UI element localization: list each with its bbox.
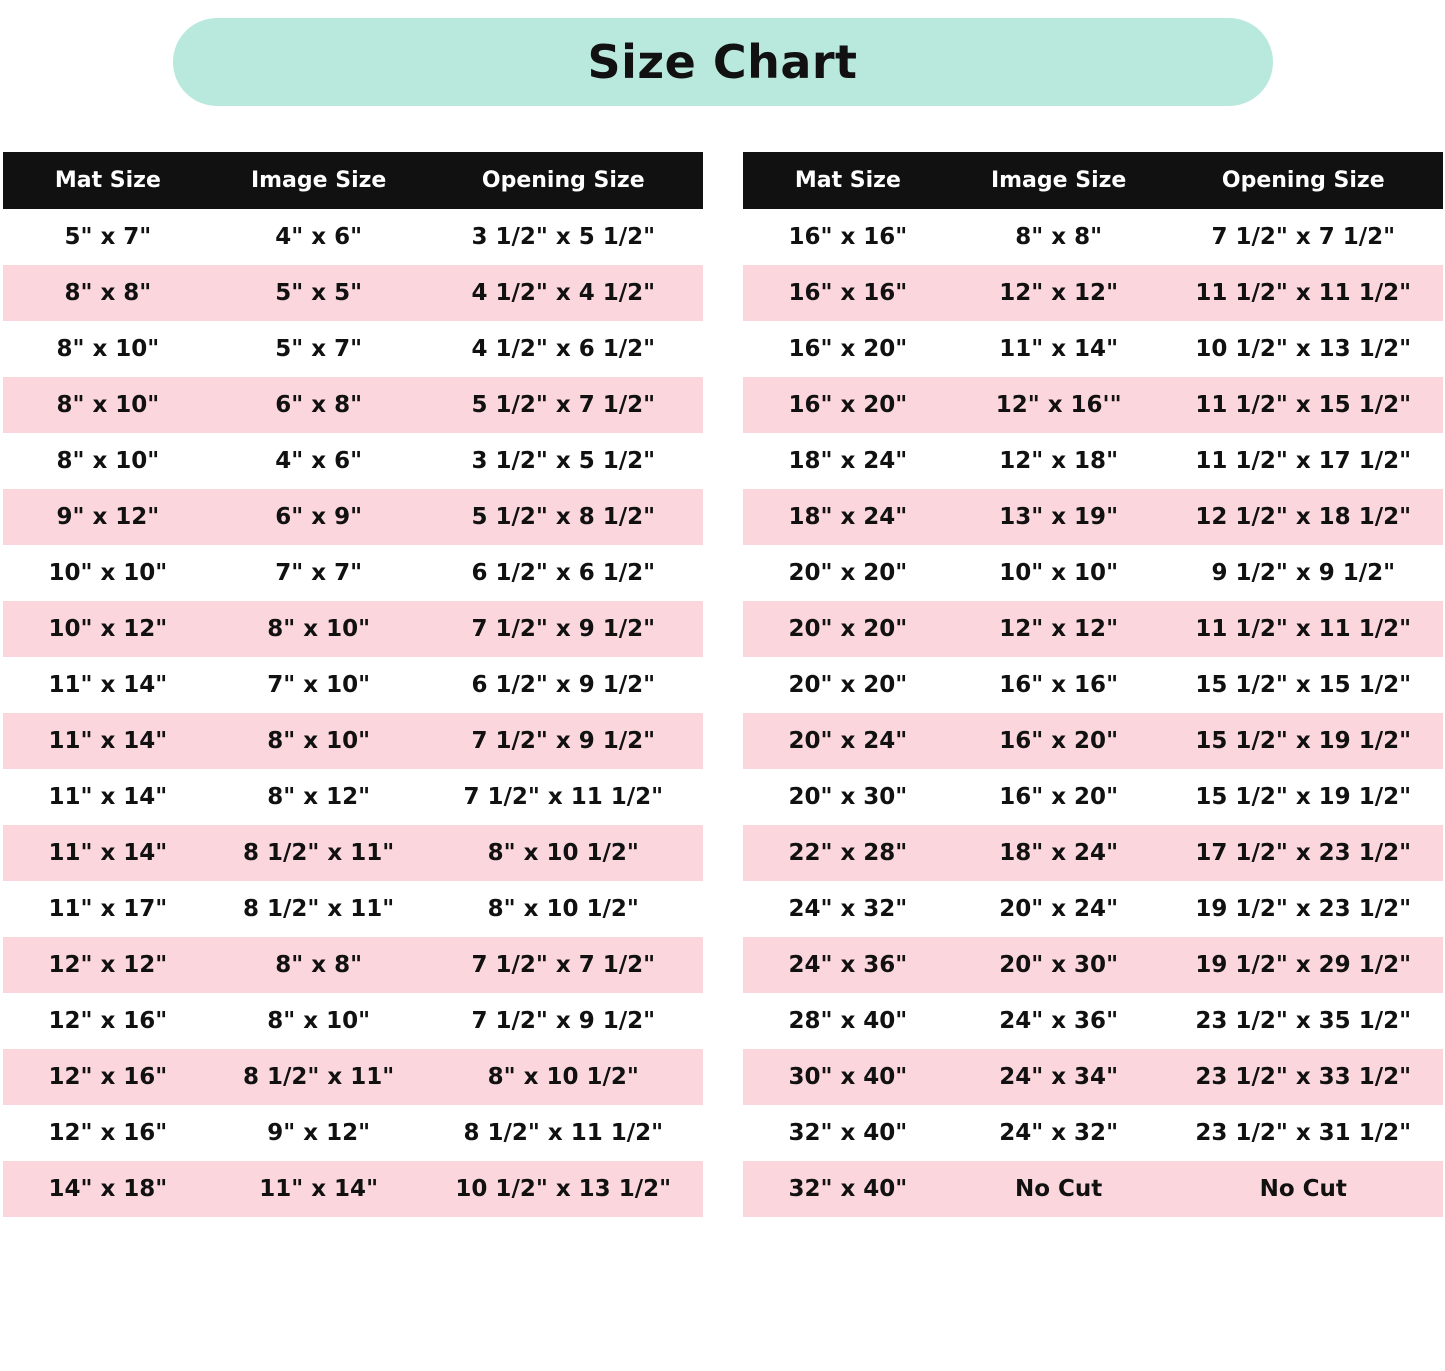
table-cell-image-size: 24" x 32" — [953, 1105, 1164, 1161]
table-cell-opening-size: 8 1/2" x 11 1/2" — [424, 1105, 702, 1161]
table-cell-opening-size: 4 1/2" x 4 1/2" — [424, 265, 702, 321]
table-cell-mat-size: 20" x 20" — [743, 601, 954, 657]
table-cell-image-size: 12" x 18" — [953, 433, 1164, 489]
table-cell-mat-size: 20" x 30" — [743, 769, 954, 825]
table-row — [743, 433, 1443, 489]
table-cell-opening-size: 15 1/2" x 19 1/2" — [1164, 769, 1442, 825]
table-cell-mat-size: 11" x 14" — [3, 825, 214, 881]
table-cell-mat-size: 10" x 12" — [3, 601, 214, 657]
table-cell-mat-size: 11" x 14" — [3, 769, 214, 825]
table-cell-mat-size: 24" x 36" — [743, 937, 954, 993]
table-cell-image-size: 8" x 8" — [953, 209, 1164, 265]
table-cell-mat-size: 8" x 8" — [3, 265, 214, 321]
table-cell-mat-size: 16" x 20" — [743, 377, 954, 433]
table-cell-opening-size: 10 1/2" x 13 1/2" — [1164, 321, 1442, 377]
table-row — [743, 1049, 1443, 1105]
table-cell-opening-size: 7 1/2" x 7 1/2" — [424, 937, 702, 993]
table-row — [743, 601, 1443, 657]
table-row — [3, 489, 703, 545]
table-cell-mat-size: 18" x 24" — [743, 489, 954, 545]
table-row — [743, 321, 1443, 377]
table-row — [3, 881, 703, 937]
table-header-left — [3, 152, 703, 209]
table-body-right — [743, 209, 1443, 1217]
table-row — [743, 769, 1443, 825]
table-row — [3, 937, 703, 993]
table-row — [3, 545, 703, 601]
table-cell-opening-size: 11 1/2" x 17 1/2" — [1164, 433, 1442, 489]
table-cell-mat-size: 12" x 16" — [3, 1049, 214, 1105]
table-cell-mat-size: 8" x 10" — [3, 377, 214, 433]
table-row — [3, 433, 703, 489]
table-cell-image-size: 8 1/2" x 11" — [213, 881, 424, 937]
size-chart-page — [0, 18, 1445, 1217]
column-header-mat-size: Mat Size — [3, 152, 214, 209]
header-row — [3, 152, 703, 209]
table-cell-mat-size: 32" x 40" — [743, 1105, 954, 1161]
table-cell-mat-size: 16" x 20" — [743, 321, 954, 377]
table-row — [743, 209, 1443, 265]
table-cell-image-size: 18" x 24" — [953, 825, 1164, 881]
table-header-right — [743, 152, 1443, 209]
column-header-opening-size: Opening Size — [1164, 152, 1442, 209]
table-row — [743, 713, 1443, 769]
table-cell-mat-size: 30" x 40" — [743, 1049, 954, 1105]
table-row — [3, 657, 703, 713]
right-table-block — [743, 152, 1443, 1217]
table-row — [3, 265, 703, 321]
table-cell-opening-size: 6 1/2" x 9 1/2" — [424, 657, 702, 713]
table-cell-opening-size: 6 1/2" x 6 1/2" — [424, 545, 702, 601]
table-row — [743, 489, 1443, 545]
table-cell-image-size: 12" x 12" — [953, 265, 1164, 321]
table-row — [3, 825, 703, 881]
table-cell-image-size: 8" x 10" — [213, 993, 424, 1049]
table-cell-opening-size: 19 1/2" x 23 1/2" — [1164, 881, 1442, 937]
table-cell-mat-size: 10" x 10" — [3, 545, 214, 601]
table-row — [3, 209, 703, 265]
table-cell-opening-size: 10 1/2" x 13 1/2" — [424, 1161, 702, 1217]
table-row — [3, 1161, 703, 1217]
column-header-image-size: Image Size — [213, 152, 424, 209]
table-cell-mat-size: 16" x 16" — [743, 209, 954, 265]
table-cell-image-size: 5" x 5" — [213, 265, 424, 321]
table-cell-mat-size: 12" x 16" — [3, 1105, 214, 1161]
table-cell-mat-size: 8" x 10" — [3, 321, 214, 377]
table-cell-opening-size: 7 1/2" x 11 1/2" — [424, 769, 702, 825]
table-cell-image-size: 20" x 24" — [953, 881, 1164, 937]
table-row — [3, 713, 703, 769]
table-row — [743, 545, 1443, 601]
column-header-mat-size: Mat Size — [743, 152, 954, 209]
table-row — [743, 657, 1443, 713]
table-cell-image-size: 8 1/2" x 11" — [213, 1049, 424, 1105]
table-cell-image-size: 12" x 16'" — [953, 377, 1164, 433]
table-cell-opening-size: 11 1/2" x 11 1/2" — [1164, 265, 1442, 321]
table-cell-mat-size: 20" x 24" — [743, 713, 954, 769]
table-cell-image-size: 16" x 20" — [953, 713, 1164, 769]
table-cell-image-size: 24" x 34" — [953, 1049, 1164, 1105]
table-cell-mat-size: 28" x 40" — [743, 993, 954, 1049]
size-table-right — [743, 152, 1443, 1217]
table-cell-mat-size: 20" x 20" — [743, 545, 954, 601]
table-cell-mat-size: 20" x 20" — [743, 657, 954, 713]
table-cell-mat-size: 22" x 28" — [743, 825, 954, 881]
table-cell-image-size: 10" x 10" — [953, 545, 1164, 601]
table-row — [743, 825, 1443, 881]
table-cell-opening-size: 3 1/2" x 5 1/2" — [424, 433, 702, 489]
table-cell-opening-size: 8" x 10 1/2" — [424, 881, 702, 937]
table-cell-opening-size: 5 1/2" x 7 1/2" — [424, 377, 702, 433]
table-cell-image-size: 4" x 6" — [213, 209, 424, 265]
table-cell-opening-size: 8" x 10 1/2" — [424, 825, 702, 881]
table-cell-mat-size: 5" x 7" — [3, 209, 214, 265]
page-title: Size Chart — [587, 35, 858, 89]
table-cell-image-size: 8" x 8" — [213, 937, 424, 993]
table-row — [743, 937, 1443, 993]
table-cell-image-size: 12" x 12" — [953, 601, 1164, 657]
table-cell-image-size: 8" x 12" — [213, 769, 424, 825]
table-cell-opening-size: 8" x 10 1/2" — [424, 1049, 702, 1105]
table-cell-opening-size: 15 1/2" x 19 1/2" — [1164, 713, 1442, 769]
table-row — [3, 601, 703, 657]
table-cell-image-size: 4" x 6" — [213, 433, 424, 489]
table-cell-image-size: 7" x 10" — [213, 657, 424, 713]
table-row — [3, 993, 703, 1049]
table-cell-mat-size: 8" x 10" — [3, 433, 214, 489]
table-cell-mat-size: 32" x 40" — [743, 1161, 954, 1217]
table-cell-mat-size: 9" x 12" — [3, 489, 214, 545]
table-cell-image-size: 5" x 7" — [213, 321, 424, 377]
table-cell-image-size: 24" x 36" — [953, 993, 1164, 1049]
table-cell-image-size: 20" x 30" — [953, 937, 1164, 993]
table-cell-opening-size: 4 1/2" x 6 1/2" — [424, 321, 702, 377]
table-cell-image-size: 8 1/2" x 11" — [213, 825, 424, 881]
table-cell-opening-size: 11 1/2" x 15 1/2" — [1164, 377, 1442, 433]
table-row — [743, 377, 1443, 433]
table-cell-mat-size: 18" x 24" — [743, 433, 954, 489]
table-cell-image-size: 9" x 12" — [213, 1105, 424, 1161]
table-row — [3, 1105, 703, 1161]
table-cell-mat-size: 11" x 17" — [3, 881, 214, 937]
table-row — [743, 1105, 1443, 1161]
table-cell-image-size: 6" x 9" — [213, 489, 424, 545]
table-cell-image-size: 16" x 16" — [953, 657, 1164, 713]
header-row — [743, 152, 1443, 209]
table-cell-opening-size: 19 1/2" x 29 1/2" — [1164, 937, 1442, 993]
table-cell-mat-size: 11" x 14" — [3, 657, 214, 713]
table-body-left — [3, 209, 703, 1217]
table-cell-opening-size: 15 1/2" x 15 1/2" — [1164, 657, 1442, 713]
table-cell-opening-size: 5 1/2" x 8 1/2" — [424, 489, 702, 545]
table-cell-image-size: 16" x 20" — [953, 769, 1164, 825]
table-cell-image-size: 6" x 8" — [213, 377, 424, 433]
table-row — [3, 769, 703, 825]
table-cell-image-size: 8" x 10" — [213, 601, 424, 657]
table-cell-opening-size: 23 1/2" x 33 1/2" — [1164, 1049, 1442, 1105]
table-cell-mat-size: 16" x 16" — [743, 265, 954, 321]
table-row — [3, 1049, 703, 1105]
table-cell-opening-size: 9 1/2" x 9 1/2" — [1164, 545, 1442, 601]
table-cell-opening-size: 11 1/2" x 11 1/2" — [1164, 601, 1442, 657]
table-cell-opening-size: 3 1/2" x 5 1/2" — [424, 209, 702, 265]
table-cell-mat-size: 12" x 12" — [3, 937, 214, 993]
table-cell-opening-size: 7 1/2" x 9 1/2" — [424, 713, 702, 769]
tables-container — [0, 106, 1445, 1217]
table-cell-mat-size: 24" x 32" — [743, 881, 954, 937]
table-cell-image-size: No Cut — [953, 1161, 1164, 1217]
table-cell-image-size: 11" x 14" — [213, 1161, 424, 1217]
table-cell-opening-size: 7 1/2" x 9 1/2" — [424, 601, 702, 657]
table-cell-image-size: 7" x 7" — [213, 545, 424, 601]
table-cell-opening-size: 7 1/2" x 9 1/2" — [424, 993, 702, 1049]
table-row — [743, 993, 1443, 1049]
table-row — [743, 881, 1443, 937]
column-header-image-size: Image Size — [953, 152, 1164, 209]
left-table-block — [3, 152, 703, 1217]
table-cell-mat-size: 12" x 16" — [3, 993, 214, 1049]
table-cell-opening-size: 23 1/2" x 35 1/2" — [1164, 993, 1442, 1049]
table-row — [3, 321, 703, 377]
size-table-left — [3, 152, 703, 1217]
table-cell-image-size: 8" x 10" — [213, 713, 424, 769]
table-cell-opening-size: 17 1/2" x 23 1/2" — [1164, 825, 1442, 881]
column-header-opening-size: Opening Size — [424, 152, 702, 209]
table-cell-mat-size: 14" x 18" — [3, 1161, 214, 1217]
table-row — [3, 377, 703, 433]
table-cell-opening-size: 23 1/2" x 31 1/2" — [1164, 1105, 1442, 1161]
table-cell-opening-size: No Cut — [1164, 1161, 1442, 1217]
table-row — [743, 1161, 1443, 1217]
table-row — [743, 265, 1443, 321]
table-cell-image-size: 11" x 14" — [953, 321, 1164, 377]
table-cell-opening-size: 12 1/2" x 18 1/2" — [1164, 489, 1442, 545]
title-banner — [173, 18, 1273, 106]
table-cell-opening-size: 7 1/2" x 7 1/2" — [1164, 209, 1442, 265]
table-cell-image-size: 13" x 19" — [953, 489, 1164, 545]
table-cell-mat-size: 11" x 14" — [3, 713, 214, 769]
